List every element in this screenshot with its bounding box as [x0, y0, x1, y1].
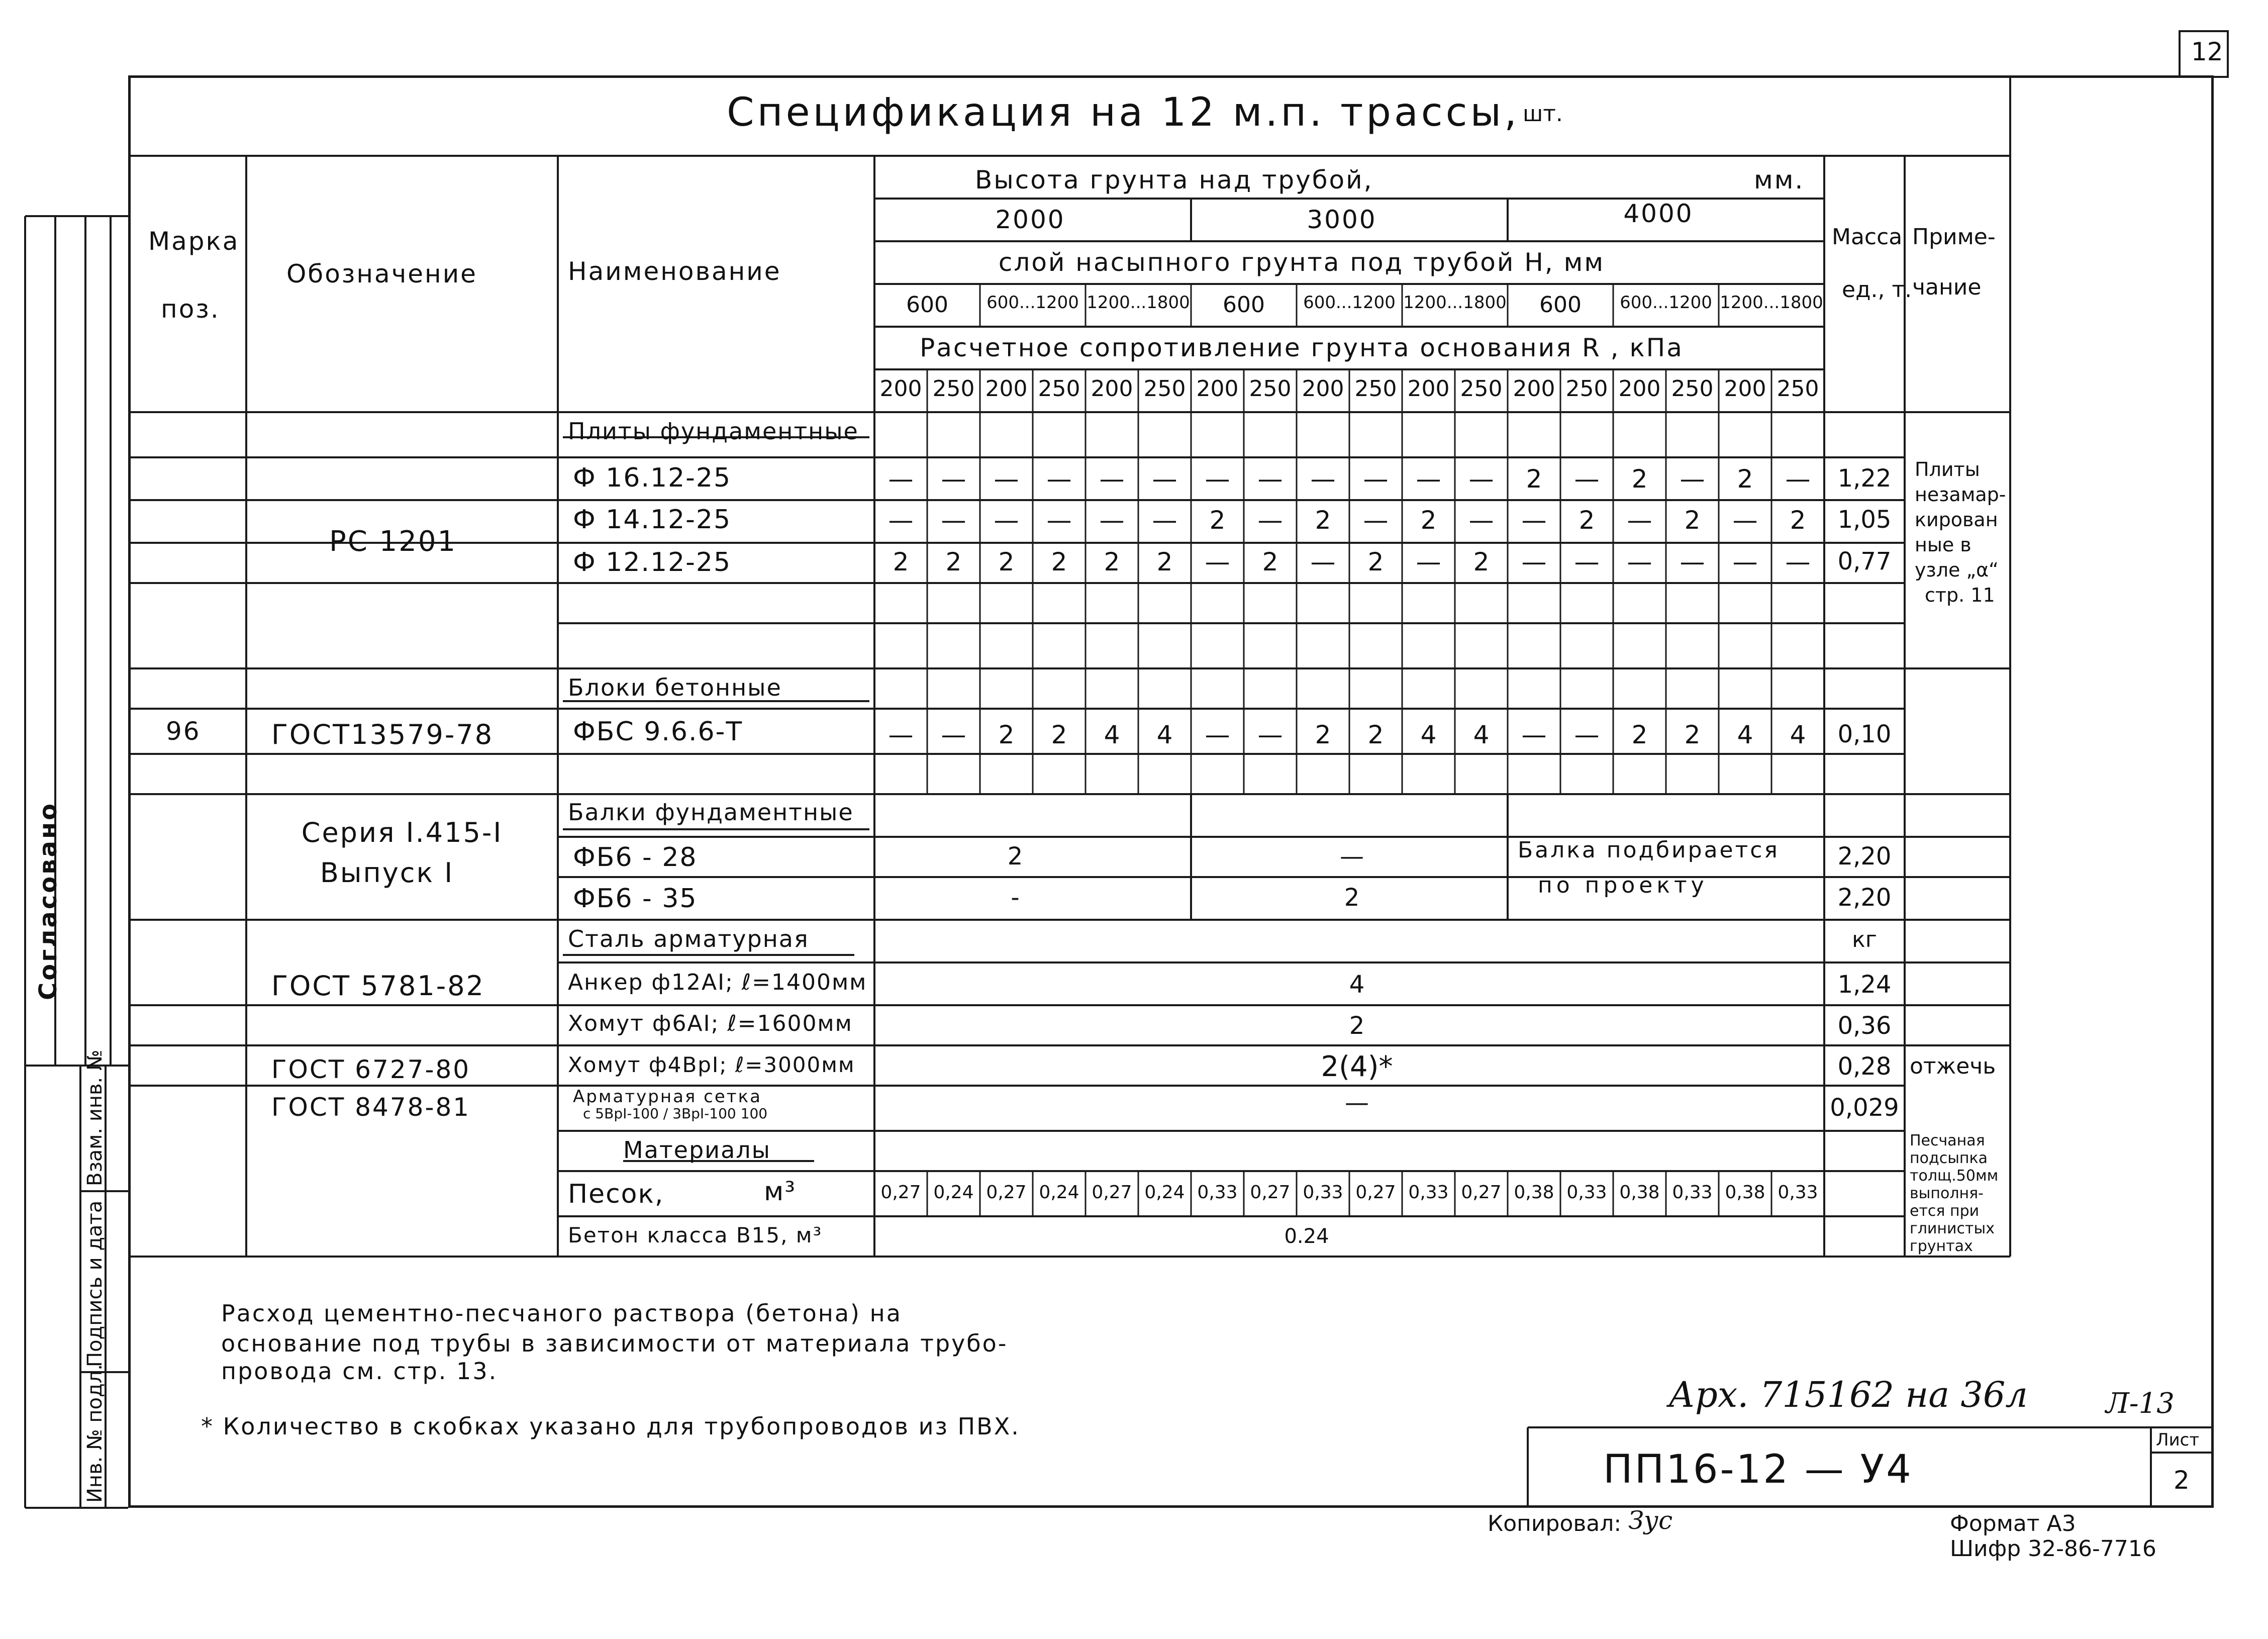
f12-cell-15: —: [1627, 547, 1652, 576]
section-materials: Материалы: [623, 1136, 771, 1164]
r-value-14: 250: [1565, 376, 1608, 402]
f16-cell-10: —: [1363, 464, 1389, 494]
f16-cell-16: —: [1680, 464, 1705, 494]
r-value-8: 250: [1249, 376, 1292, 402]
mat-note-1: Песчаная: [1910, 1132, 1985, 1149]
header-height-3000: 3000: [1307, 205, 1377, 234]
f14-cell-16: 2: [1684, 506, 1701, 535]
f12-cell-16: —: [1680, 547, 1705, 576]
section-plity: Плиты фундаментные: [568, 418, 859, 445]
f12-cell-17: —: [1732, 547, 1758, 576]
fbs-cell-9: 2: [1315, 720, 1331, 749]
row-beton-value: 0.24: [1284, 1225, 1329, 1248]
f16-cell-12: —: [1468, 464, 1494, 494]
header-vysota-unit: мм.: [1754, 165, 1805, 195]
row-setka-name-1: Арматурная сетка: [573, 1087, 762, 1107]
pesok-cell-6: 0,24: [1144, 1182, 1185, 1203]
section-bloki: Блоки бетонные: [568, 674, 782, 701]
fbs-cell-15: 2: [1631, 720, 1648, 749]
f14-cell-15: —: [1627, 506, 1652, 535]
row-fb28-name: ФБ6 - 28: [573, 842, 698, 873]
fbs-cell-7: —: [1205, 720, 1230, 749]
header-prim-2: чание: [1912, 274, 1982, 300]
stal-unit: кг: [1852, 927, 1877, 952]
plity-note-5: узле „α“: [1915, 559, 1999, 581]
row-fb35-name: ФБ6 - 35: [573, 884, 698, 914]
fbs-cell-1: —: [888, 720, 914, 749]
balki-oboz-2: Выпуск I: [320, 857, 454, 889]
f14-cell-1: —: [888, 506, 914, 535]
f12-cell-11: —: [1416, 547, 1441, 576]
pesok-cell-7: 0,33: [1197, 1182, 1238, 1203]
setka-oboz: ГОСТ 8478-81: [271, 1093, 471, 1122]
doc-code: ПП16-12 — У4: [1603, 1447, 1913, 1492]
pesok-cell-8: 0,27: [1250, 1182, 1291, 1203]
r-value-11: 200: [1407, 376, 1450, 402]
f12-cell-9: —: [1310, 547, 1336, 576]
row-anker-name: Анкер ф12АI; ℓ=1400мм: [568, 970, 867, 995]
row-anker-value: 4: [1349, 971, 1365, 999]
r-value-16: 250: [1671, 376, 1714, 402]
r-value-18: 250: [1777, 376, 1819, 402]
row-fbs-mass: 0,10: [1837, 720, 1892, 748]
mat-note-2: подсыпка: [1910, 1149, 1988, 1167]
f14-cell-5: —: [1099, 506, 1125, 535]
plity-note-2: незамар-: [1915, 484, 2006, 506]
r-value-12: 250: [1460, 376, 1503, 402]
fbs-cell-6: 4: [1156, 720, 1173, 749]
f14-cell-11: 2: [1420, 506, 1437, 535]
fbs-cell-2: —: [941, 720, 966, 749]
mat-note-7: грунтах: [1910, 1237, 1973, 1255]
header-soprot: Расчетное сопротивление грунта основания R , кПа: [920, 333, 1684, 362]
layer-header-8: 600...1200: [1620, 293, 1712, 313]
layer-header-2: 600...1200: [987, 293, 1079, 313]
f14-cell-4: —: [1046, 506, 1072, 535]
header-oboznachenie: Обозначение: [286, 259, 477, 288]
pesok-cell-14: 0,33: [1566, 1182, 1607, 1203]
f14-cell-9: 2: [1315, 506, 1331, 535]
f12-cell-2: 2: [945, 547, 962, 576]
f12-cell-6: 2: [1156, 547, 1173, 576]
row-fb28-2000: 2: [1007, 842, 1023, 871]
row-f14-name: Ф 14.12-25: [573, 505, 732, 535]
plity-note-6: стр. 11: [1925, 584, 1995, 606]
f12-cell-13: —: [1521, 547, 1547, 576]
row-pesok-unit: м³: [764, 1177, 797, 1207]
layer-header-5: 600...1200: [1303, 293, 1396, 313]
pesok-cell-15: 0,38: [1619, 1182, 1660, 1203]
r-value-9: 200: [1302, 376, 1344, 402]
fbs-cell-3: 2: [998, 720, 1015, 749]
row-homut1-value: 2: [1349, 1012, 1365, 1040]
pesok-cell-10: 0,27: [1355, 1182, 1396, 1203]
header-massa: Масса: [1832, 224, 1903, 250]
row-homut2-value: 2(4)*: [1321, 1050, 1393, 1083]
mat-note-6: глинистых: [1910, 1220, 1995, 1237]
f12-cell-12: 2: [1473, 547, 1490, 576]
pesok-cell-2: 0,24: [933, 1182, 974, 1203]
f12-cell-4: 2: [1051, 547, 1067, 576]
format-label: Формат А3: [1950, 1511, 2076, 1536]
f14-cell-18: 2: [1790, 506, 1806, 535]
f12-cell-10: 2: [1367, 547, 1384, 576]
f12-cell-18: —: [1785, 547, 1811, 576]
row-setka-value: —: [1345, 1089, 1369, 1117]
f12-cell-8: 2: [1262, 547, 1278, 576]
section-stal: Сталь арматурная: [568, 925, 809, 952]
row-homut2-mass: 0,28: [1837, 1052, 1892, 1081]
r-value-10: 250: [1354, 376, 1397, 402]
f16-cell-17: 2: [1737, 464, 1753, 494]
r-value-15: 200: [1618, 376, 1661, 402]
row-homut2-note: отжечь: [1910, 1053, 1996, 1079]
mat-note-5: ется при: [1910, 1202, 1980, 1220]
sidebar-inv: Инв. № подл.: [83, 1364, 107, 1503]
copied-sign: Зус: [1628, 1506, 1673, 1535]
r-value-13: 200: [1513, 376, 1555, 402]
f16-cell-5: —: [1099, 464, 1125, 494]
row-pesok-name: Песок,: [568, 1179, 664, 1209]
fbs-cell-17: 4: [1737, 720, 1753, 749]
list-label: Лист: [2156, 1430, 2200, 1450]
copied-label: Копировал:: [1488, 1511, 1622, 1536]
row-anker-mass: 1,24: [1837, 971, 1892, 999]
row-beton-name: Бетон класса В15, м³: [568, 1223, 823, 1247]
f16-cell-7: —: [1205, 464, 1230, 494]
fbs-cell-14: —: [1574, 720, 1600, 749]
f14-cell-10: —: [1363, 506, 1389, 535]
balka-note-1: Балка подбирается: [1518, 837, 1780, 863]
archive-number: Арх. 715162 на 36л: [1668, 1374, 2028, 1415]
plity-note-1: Плиты: [1915, 458, 1980, 480]
pesok-cell-12: 0,27: [1461, 1182, 1502, 1203]
pesok-cell-18: 0,33: [1778, 1182, 1818, 1203]
r-value-4: 250: [1038, 376, 1080, 402]
header-massa-unit: ед., т.: [1842, 277, 1912, 303]
f16-cell-15: 2: [1631, 464, 1648, 494]
header-sloy: слой насыпного грунта под трубой H, мм: [998, 248, 1605, 277]
row-homut2-name: Хомут ф4ВрI; ℓ=3000мм: [568, 1052, 855, 1077]
pesok-cell-4: 0,24: [1039, 1182, 1079, 1203]
sidebar-soglasovano: Согласовано: [34, 801, 62, 1000]
r-value-5: 200: [1091, 376, 1133, 402]
f14-cell-6: —: [1152, 506, 1177, 535]
pesok-cell-3: 0,27: [986, 1182, 1027, 1203]
page-title: Спецификация на 12 м.п. трассы,: [727, 90, 1520, 135]
fbs-cell-11: 4: [1420, 720, 1437, 749]
f12-cell-14: —: [1574, 547, 1600, 576]
f16-cell-1: —: [888, 464, 914, 494]
footer-note-1: Расход цементно-песчаного раствора (бетона) на: [221, 1300, 902, 1327]
sidebar-vzam: Взам. инв. №: [83, 1049, 107, 1186]
f12-cell-7: —: [1205, 547, 1230, 576]
fbs-cell-13: —: [1521, 720, 1547, 749]
fbs-cell-12: 4: [1473, 720, 1490, 749]
page-number: 12: [2191, 37, 2223, 66]
row-fb35-mass: 2,20: [1837, 884, 1892, 912]
header-height-4000: 4000: [1623, 199, 1694, 228]
row-fbs-name: ФБС 9.6.6-Т: [573, 717, 743, 747]
row-f12-name: Ф 12.12-25: [573, 547, 732, 577]
layer-header-7: 600: [1539, 292, 1582, 318]
header-prim: Приме-: [1912, 224, 1996, 250]
layer-header-4: 600: [1223, 292, 1265, 318]
footer-note-2: основание под трубы в зависимости от материала трубо-: [221, 1330, 1008, 1357]
header-vysota: Высота грунта над трубой,: [975, 165, 1373, 195]
pesok-cell-16: 0,33: [1672, 1182, 1713, 1203]
row-setka-name-2: с 5ВрI-100 / 3ВрI-100 100: [583, 1105, 768, 1122]
footer-note-3: провода см. стр. 13.: [221, 1358, 498, 1385]
balki-oboz-1: Серия I.415-I: [301, 817, 503, 848]
bloki-pos: 96: [166, 717, 201, 746]
f14-cell-12: —: [1468, 506, 1494, 535]
fbs-cell-5: 4: [1104, 720, 1120, 749]
header-poz: поз.: [161, 295, 220, 324]
f16-cell-8: —: [1257, 464, 1283, 494]
pesok-cell-1: 0,27: [880, 1182, 921, 1203]
f16-cell-2: —: [941, 464, 966, 494]
row-homut1-name: Хомут ф6АI; ℓ=1600мм: [568, 1011, 853, 1036]
row-f12-mass: 0,77: [1837, 547, 1892, 575]
f14-cell-8: —: [1257, 506, 1283, 535]
r-value-6: 250: [1143, 376, 1186, 402]
homut2-oboz: ГОСТ 6727-80: [271, 1055, 471, 1084]
row-f16-mass: 1,22: [1837, 464, 1892, 493]
pesok-cell-17: 0,38: [1725, 1182, 1765, 1203]
pesok-cell-5: 0,27: [1092, 1182, 1132, 1203]
f16-cell-3: —: [994, 464, 1019, 494]
r-value-7: 200: [1196, 376, 1239, 402]
sidebar-podpis: Подпись и дата: [83, 1200, 107, 1367]
fbs-cell-10: 2: [1367, 720, 1384, 749]
header-marka: Марка: [148, 227, 240, 256]
pesok-cell-11: 0,33: [1408, 1182, 1449, 1203]
f12-cell-3: 2: [998, 547, 1015, 576]
f16-cell-13: 2: [1526, 464, 1542, 494]
r-value-17: 200: [1724, 376, 1766, 402]
f16-cell-11: —: [1416, 464, 1441, 494]
sheet-of: Л-13: [2106, 1387, 2175, 1420]
fbs-cell-18: 4: [1790, 720, 1806, 749]
f12-cell-5: 2: [1104, 547, 1120, 576]
stal-oboz: ГОСТ 5781-82: [271, 970, 485, 1002]
row-fb35-2000: -: [1011, 884, 1020, 912]
header-naimenovanie: Наименование: [568, 257, 781, 286]
f14-cell-14: 2: [1579, 506, 1595, 535]
mat-note-3: толщ.50мм: [1910, 1167, 1999, 1185]
f14-cell-7: 2: [1209, 506, 1226, 535]
layer-header-1: 600: [906, 292, 948, 318]
header-height-2000: 2000: [995, 205, 1065, 234]
shifr-label: Шифр 32-86-7716: [1950, 1536, 2156, 1562]
f16-cell-6: —: [1152, 464, 1177, 494]
pesok-cell-13: 0,38: [1514, 1182, 1554, 1203]
list-number: 2: [2174, 1466, 2191, 1495]
row-f16-name: Ф 16.12-25: [573, 463, 732, 493]
row-fb28-3000: —: [1340, 842, 1364, 871]
plity-note-3: кирован: [1915, 509, 1998, 531]
row-f14-mass: 1,05: [1837, 506, 1892, 534]
f16-cell-4: —: [1046, 464, 1072, 494]
f14-cell-3: —: [994, 506, 1019, 535]
f16-cell-14: —: [1574, 464, 1600, 494]
pesok-cell-9: 0,33: [1303, 1182, 1343, 1203]
bloki-oboz: ГОСТ13579-78: [271, 719, 494, 750]
r-value-1: 200: [879, 376, 922, 402]
f14-cell-13: —: [1521, 506, 1547, 535]
f14-cell-17: —: [1732, 506, 1758, 535]
fbs-cell-16: 2: [1684, 720, 1701, 749]
title-unit: шт.: [1523, 101, 1563, 127]
f12-cell-1: 2: [893, 547, 909, 576]
layer-header-6: 1200...1800: [1403, 293, 1507, 313]
plity-note-4: ные в: [1915, 534, 1971, 556]
section-balki: Балки фундаментные: [568, 799, 854, 826]
f14-cell-2: —: [941, 506, 966, 535]
balka-note-2: по проекту: [1538, 873, 1708, 898]
fbs-cell-4: 2: [1051, 720, 1067, 749]
row-fb28-mass: 2,20: [1837, 842, 1892, 871]
layer-header-3: 1200...1800: [1087, 293, 1190, 313]
r-value-2: 250: [932, 376, 975, 402]
f16-cell-18: —: [1785, 464, 1811, 494]
row-fb35-3000: 2: [1344, 884, 1360, 912]
mat-note-4: выполня-: [1910, 1185, 1984, 1202]
layer-header-9: 1200...1800: [1720, 293, 1823, 313]
plity-oboz: РС 1201: [329, 525, 457, 558]
f16-cell-9: —: [1310, 464, 1336, 494]
row-setka-mass: 0,029: [1830, 1094, 1899, 1122]
row-homut1-mass: 0,36: [1837, 1012, 1892, 1040]
fbs-cell-8: —: [1257, 720, 1283, 749]
footer-note-star: * Количество в скобках указано для трубопроводов из ПВХ.: [201, 1413, 1020, 1440]
r-value-3: 200: [985, 376, 1028, 402]
